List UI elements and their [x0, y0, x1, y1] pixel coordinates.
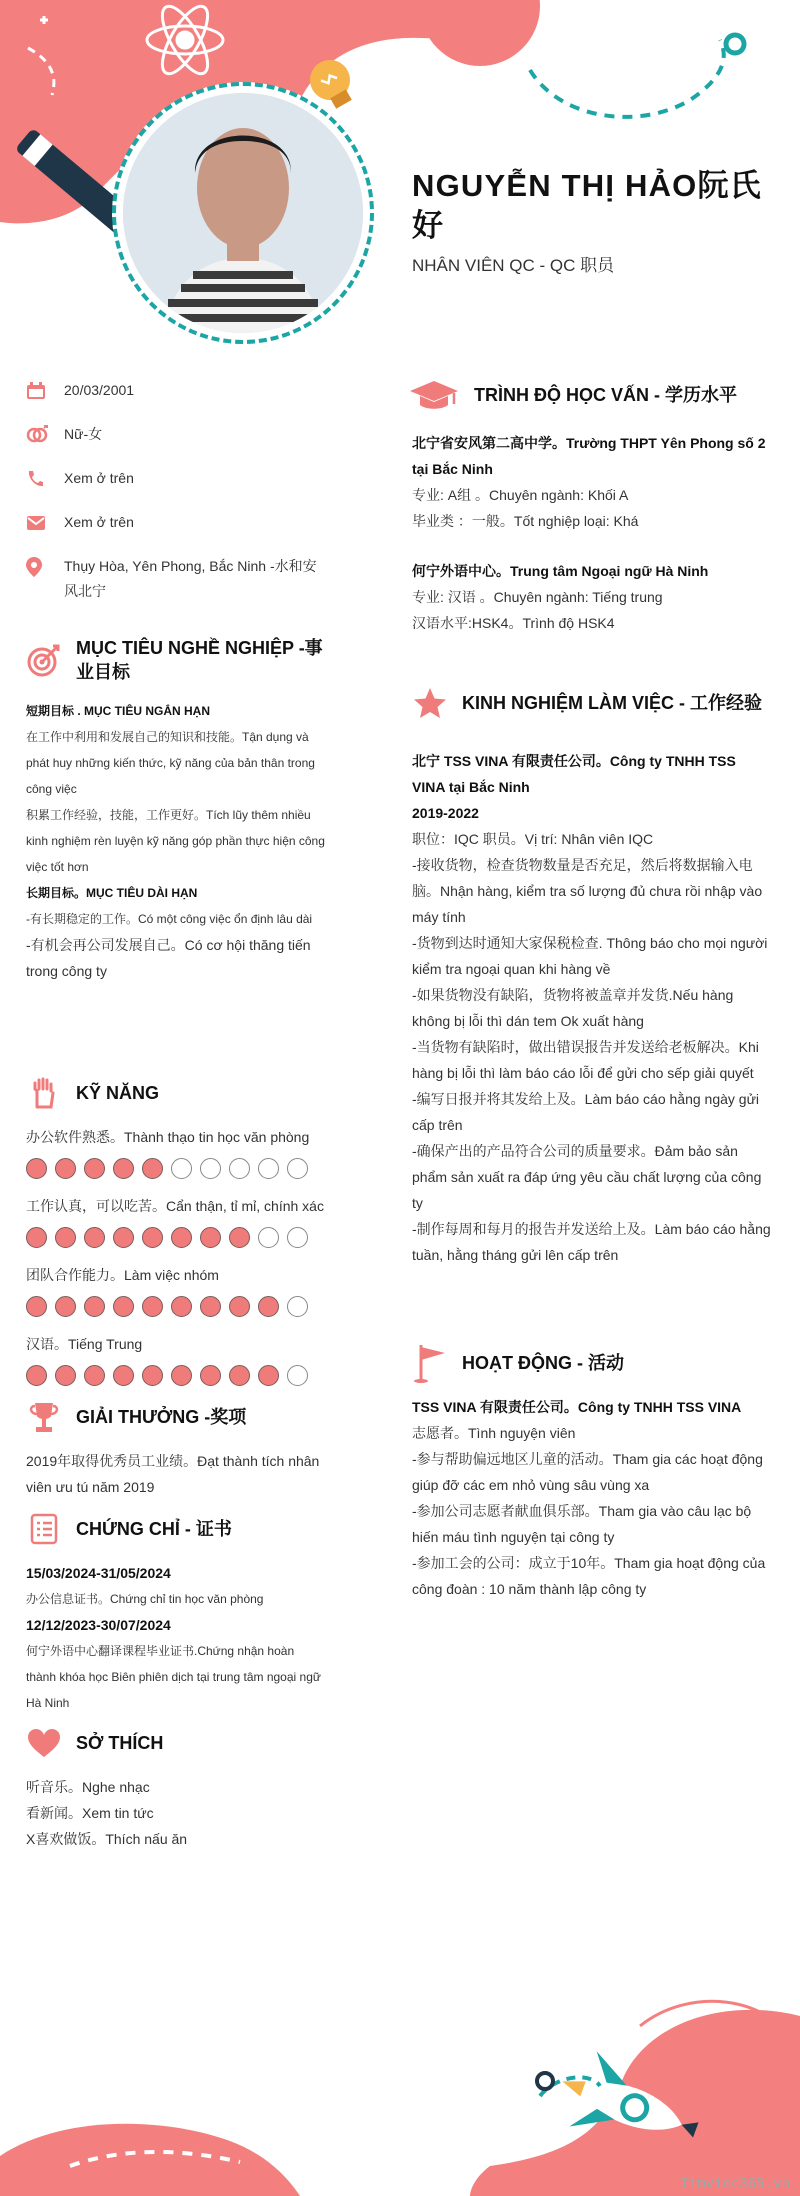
school-name: 北宁省安风第二高中学。Trường THPT Yên Phong số 2 tại Bắc Ninh	[412, 435, 766, 477]
experience-header	[412, 686, 772, 720]
long-term-line: -有长期稳定的工作。Có một công việc ổn định lâu dài	[26, 912, 313, 926]
rating-dot-filled	[55, 1296, 76, 1317]
skill-rating	[26, 1158, 326, 1179]
contact-row-gender	[26, 422, 326, 447]
short-term-line: 积累工作经验，技能，工作更好。Tích lũy thêm nhiều kinh nghiệm rèn luyện kỹ năng góp phần thực hiện công việc tốt hơn	[26, 808, 325, 874]
rating-dot-filled	[113, 1365, 134, 1386]
rating-dot-filled	[113, 1158, 134, 1179]
objective-heading: MỤC TIÊU NGHỀ NGHIỆP -事业目标	[76, 638, 323, 682]
long-term-title: 长期目标。MỤC TIÊU DÀI HẠN	[26, 886, 198, 900]
rating-dot-filled	[26, 1158, 47, 1179]
activities-header	[412, 1346, 772, 1380]
activity-item	[412, 1394, 772, 1602]
rating-dot-filled	[113, 1227, 134, 1248]
job-duty: -编写日报并将其发给上及。Làm báo cáo hằng ngày gửi cấp trên	[412, 1091, 760, 1133]
job-duty: -制作每周和每月的报告并发送给上及。Làm báo cáo hằng tuần, hằng tháng gửi lên cấp trên	[412, 1221, 771, 1263]
rating-dot-filled	[84, 1296, 105, 1317]
awards-heading: GIẢI THƯỞNG -奖项	[76, 1407, 247, 1427]
hobbies-heading: SỞ THÍCH	[76, 1733, 164, 1753]
experience-heading: KINH NGHIỆM LÀM VIỆC - 工作经验	[462, 693, 762, 713]
company-name: 北宁 TSS VINA 有限责任公司。Công ty TNHH TSS VINA tại Bắc Ninh	[412, 753, 736, 795]
certificate-date: 15/03/2024-31/05/2024	[26, 1565, 171, 1581]
skill-rating	[26, 1296, 326, 1317]
skill-item	[26, 1193, 326, 1248]
skill-item	[26, 1124, 326, 1179]
flag-icon	[412, 1346, 448, 1380]
short-term-line: 在工作中利用和发展自己的知识和技能。Tận dụng và phát huy những kiến thức, kỹ năng của bản thân trong công việc	[26, 730, 315, 796]
address-value: Thụy Hòa, Yên Phong, Bắc Ninh -水和安风北宁	[64, 558, 317, 599]
short-term-title: 短期目标 . MỤC TIÊU NGẮN HẠN	[26, 704, 210, 718]
activity-role: 志愿者。Tình nguyện viên	[412, 1425, 576, 1441]
education-header	[408, 378, 772, 412]
skill-label: 团队合作能力。Làm việc nhóm	[26, 1267, 219, 1283]
hand-icon	[26, 1076, 62, 1110]
rating-dot-filled	[55, 1365, 76, 1386]
rating-dot-empty	[229, 1158, 250, 1179]
rating-dot-filled	[84, 1227, 105, 1248]
rating-dot-filled	[229, 1365, 250, 1386]
skill-item	[26, 1331, 326, 1386]
hobbies-header	[26, 1726, 326, 1760]
hobby-item: X喜欢做饭。Thích nấu ăn	[26, 1831, 188, 1847]
contact-info	[26, 378, 326, 604]
work-period: 2019-2022	[412, 805, 479, 821]
activities-section	[412, 1346, 772, 1602]
certificates-heading: CHỨNG CHỈ - 证书	[76, 1519, 232, 1539]
heart-icon	[26, 1726, 62, 1760]
certificate-icon	[26, 1512, 62, 1546]
skill-label: 办公软件熟悉。Thành thạo tin học văn phòng	[26, 1129, 310, 1145]
candidate-name: NGUYỄN THỊ HẢO阮氏好	[412, 168, 762, 243]
target-icon	[26, 643, 62, 677]
objective-section	[26, 636, 326, 984]
contact-row-email	[26, 510, 326, 535]
rating-dot-filled	[113, 1296, 134, 1317]
contact-row-birthday	[26, 378, 326, 403]
certificate-text: 何宁外语中心翻译课程毕业证书.Chứng nhận hoàn thành khóa học Biên phiên dịch tại trung tâm ngoại ngữ Hà Ninh	[26, 1644, 321, 1710]
school-name: 何宁外语中心。Trung tâm Ngoại ngữ Hà Ninh	[412, 563, 709, 579]
location-icon	[26, 556, 52, 578]
graduation-cap-icon	[408, 378, 460, 412]
skills-section	[26, 1076, 326, 1386]
star-icon	[412, 686, 448, 720]
school-detail: 毕业类 ：一般。Tốt nghiệp loại: Khá	[412, 513, 639, 529]
objective-short-term	[26, 698, 326, 984]
activity-line: -参与帮助偏远地区儿童的活动。Tham gia các hoạt động giúp đỡ các em nhỏ vùng sâu vùng xa	[412, 1451, 763, 1493]
awards-section	[26, 1400, 326, 1500]
skill-label: 工作认真，可以吃苦。Cẩn thận, tỉ mỉ, chính xác	[26, 1198, 324, 1214]
rating-dot-filled	[142, 1296, 163, 1317]
job-duty: -接收货物，检查货物数量是否充足，然后将数据输入电脑。Nhận hàng, kiểm tra số lượng đủ chưa rồi nhập vào máy tính	[412, 857, 763, 925]
avatar	[123, 93, 363, 333]
certificate-text: 办公信息证书。Chứng chỉ tin học văn phòng	[26, 1592, 264, 1606]
rating-dot-filled	[55, 1227, 76, 1248]
skill-label: 汉语。Tiếng Trung	[26, 1336, 143, 1352]
footer-decoration	[0, 1966, 800, 2196]
rating-dot-empty	[287, 1158, 308, 1179]
education-section	[412, 378, 772, 636]
rating-dot-filled	[55, 1158, 76, 1179]
skill-rating	[26, 1227, 326, 1248]
rating-dot-filled	[171, 1365, 192, 1386]
rating-dot-filled	[26, 1227, 47, 1248]
job-duty: -确保产出的产品符合公司的质量要求。Đảm bảo sản phẩm sản xuất ra đáp ứng yêu cầu chất lượng của công ty	[412, 1143, 762, 1211]
certificates-header	[26, 1512, 326, 1546]
hobbies-section	[26, 1726, 326, 1852]
job-duty: -货物到达时通知大家保税检查. Thông báo cho mọi người kiểm tra ngoại quan khi hàng về	[412, 935, 768, 977]
email-icon	[26, 512, 52, 534]
rating-dot-filled	[258, 1296, 279, 1317]
rating-dot-empty	[200, 1158, 221, 1179]
awards-header	[26, 1400, 326, 1434]
skills-heading: KỸ NĂNG	[76, 1083, 160, 1103]
phone-icon	[26, 468, 52, 490]
certificate-item	[26, 1560, 326, 1716]
contact-row-phone	[26, 466, 326, 491]
rating-dot-filled	[200, 1365, 221, 1386]
profile-photo	[123, 93, 363, 333]
certificates-section	[26, 1512, 326, 1716]
calendar-icon	[26, 380, 52, 402]
skills-header	[26, 1076, 326, 1110]
award-text: 2019年取得优秀员工业绩。Đạt thành tích nhân viên ưu tú năm 2019	[26, 1453, 320, 1495]
education-item	[412, 430, 772, 534]
left-column	[26, 378, 326, 1852]
hobby-item: 听音乐。Nghe nhạc	[26, 1779, 150, 1795]
rating-dot-empty	[171, 1158, 192, 1179]
objective-header	[26, 636, 326, 684]
rating-dot-filled	[84, 1365, 105, 1386]
rating-dot-filled	[200, 1227, 221, 1248]
certificate-date: 12/12/2023-30/07/2024	[26, 1617, 171, 1633]
experience-item	[412, 748, 772, 1268]
contact-row-address	[26, 554, 326, 604]
job-role: 职位：IQC 职员。Vị trí: Nhân viên IQC	[412, 831, 654, 847]
rating-dot-empty	[287, 1296, 308, 1317]
rating-dot-filled	[26, 1365, 47, 1386]
gender-icon	[26, 424, 52, 446]
school-detail: 专业: A组 。Chuyên ngành: Khối A	[412, 487, 629, 503]
rating-dot-filled	[171, 1296, 192, 1317]
hobby-item: 看新闻。Xem tin tức	[26, 1805, 154, 1821]
profile-photo-frame	[112, 82, 374, 344]
rating-dot-filled	[258, 1365, 279, 1386]
phone-value: Xem ở trên	[64, 470, 134, 486]
school-detail: 专业: 汉语 。Chuyên ngành: Tiếng trung	[412, 589, 663, 605]
rating-dot-empty	[287, 1227, 308, 1248]
birthday-value: 20/03/2001	[64, 382, 135, 398]
education-item	[412, 558, 772, 636]
rating-dot-empty	[258, 1158, 279, 1179]
trophy-icon	[26, 1400, 62, 1434]
skill-rating	[26, 1365, 326, 1386]
skills-list	[26, 1124, 326, 1386]
education-heading: TRÌNH ĐỘ HỌC VẤN - 学历水平	[474, 385, 737, 405]
rating-dot-filled	[142, 1365, 163, 1386]
candidate-position: NHÂN VIÊN QC - QC 职员	[412, 256, 615, 275]
gender-value: Nữ-女	[64, 426, 103, 442]
rating-dot-filled	[229, 1227, 250, 1248]
rating-dot-empty	[287, 1365, 308, 1386]
job-duty: -当货物有缺陷时，做出错误报告并发送给老板解决。Khi hàng bị lỗi thì làm báo cáo lỗi để gửi cho sếp giải quyết	[412, 1039, 759, 1081]
activity-line: -参加公司志愿者献血俱乐部。Tham gia vào câu lạc bộ hiến máu tình nguyện tại công ty	[412, 1503, 752, 1545]
activities-heading: HOẠT ĐỘNG - 活动	[462, 1353, 624, 1373]
rating-dot-filled	[84, 1158, 105, 1179]
rating-dot-filled	[142, 1158, 163, 1179]
job-duty: -如果货物没有缺陷，货物将被盖章并发货.Nếu hàng không bị lỗi thì dán tem Ok xuất hàng	[412, 987, 734, 1029]
experience-section	[412, 686, 772, 1268]
skill-item	[26, 1262, 326, 1317]
long-term-line: -有机会再公司发展自己。Có cơ hội thăng tiến trong công ty	[26, 937, 311, 979]
rating-dot-filled	[171, 1227, 192, 1248]
watermark: Timviec365.vn	[680, 2176, 790, 2192]
school-detail: 汉语水平:HSK4。Trình độ HSK4	[412, 615, 615, 631]
right-column	[412, 378, 772, 1602]
activity-line: -参加工会的公司：成立于10年。Tham gia hoạt động của công đoàn : 10 năm thành lập công ty	[412, 1555, 766, 1597]
rating-dot-filled	[142, 1227, 163, 1248]
email-value: Xem ở trên	[64, 514, 134, 530]
rating-dot-filled	[200, 1296, 221, 1317]
rating-dot-empty	[258, 1227, 279, 1248]
activity-org: TSS VINA 有限责任公司。Công ty TNHH TSS VINA	[412, 1399, 742, 1415]
rating-dot-filled	[229, 1296, 250, 1317]
rating-dot-filled	[26, 1296, 47, 1317]
